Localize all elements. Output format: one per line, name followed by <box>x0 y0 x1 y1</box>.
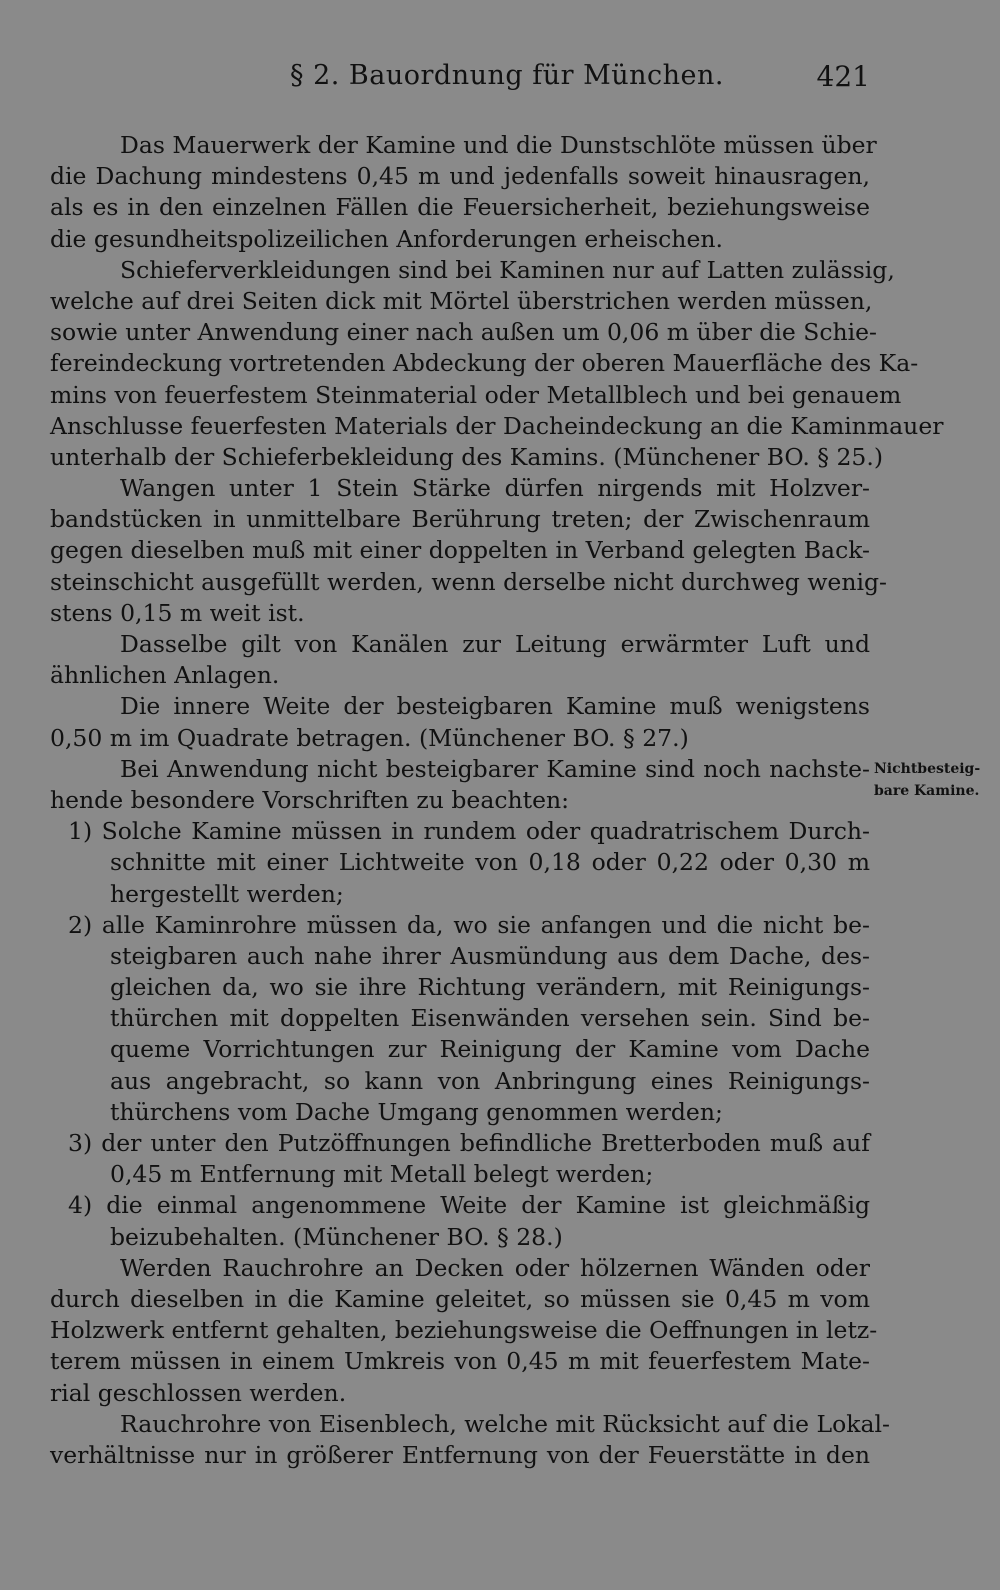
text-line: 0,50 m im Quadrate betragen. (Münchener BO. § 27.) <box>50 723 689 752</box>
text-line: Dasselbe gilt von Kanälen zur Leitung erwärmter Luft und <box>120 630 870 658</box>
text-line: ähnlichen Anlagen. <box>50 661 280 690</box>
text-line: Rauchrohre von Eisenblech, welche mit Rücksicht auf die Lokal- <box>120 1409 890 1438</box>
text-line: welche auf drei Seiten dick mit Mörtel überstrichen werden müssen, <box>50 286 873 315</box>
text-line: stens 0,15 m weit ist. <box>50 598 305 627</box>
text-line: die gesundheitspolizeilichen Anforderungen erheischen. <box>50 224 723 253</box>
text-line: rial geschlossen werden. <box>50 1378 347 1407</box>
margin-note-line: bare Kamine. <box>874 783 980 799</box>
text-line: Wangen unter 1 Stein Stärke dürfen nirgends mit Holzver- <box>120 474 870 503</box>
list-item: 2) alle Kaminrohre müssen da, wo sie anfangen und die nicht be- <box>68 910 870 939</box>
page-number: 421 <box>816 60 870 93</box>
text-line: hende besondere Vorschriften zu beachten: <box>50 785 570 814</box>
text-line: verhältnisse nur in größerer Entfernung von der Feuerstätte in den <box>50 1440 870 1469</box>
margin-note <box>874 758 994 802</box>
text-line: schnitte mit einer Lichtweite von 0,18 oder 0,22 oder 0,30 m <box>110 848 870 877</box>
text-line: steigbaren auch nahe ihrer Ausmündung aus dem Dache, des- <box>110 941 870 970</box>
text-line: bandstücken in unmittelbare Berührung treten; der Zwischenraum <box>50 505 870 534</box>
text-line: durch dieselben in die Kamine geleitet, so müssen sie 0,45 m vom <box>50 1284 870 1313</box>
text-line: thürchens vom Dache Umgang genommen werden; <box>110 1097 723 1126</box>
text-line: aus angebracht, so kann von Anbringung eines Reinigungs- <box>110 1066 870 1095</box>
text-line: thürchen mit doppelten Eisenwänden versehen sein. Sind be- <box>110 1004 870 1033</box>
text-line: beizubehalten. (Münchener BO. § 28.) <box>110 1222 563 1251</box>
text-line: queme Vorrichtungen zur Reinigung der Kamine vom Dache <box>110 1035 870 1064</box>
text-line: als es in den einzelnen Fällen die Feuersicherheit, beziehungsweise <box>50 193 870 222</box>
list-item: 1) Solche Kamine müssen in rundem oder quadratrischem Durch- <box>68 817 870 846</box>
text-line: steinschicht ausgefüllt werden, wenn derselbe nicht durchweg wenig- <box>50 567 887 596</box>
text-line: Die innere Weite der besteigbaren Kamine muß wenigstens <box>120 692 870 721</box>
list-item: 3) der unter den Putzöffnungen befindliche Bretterboden muß auf <box>68 1129 870 1157</box>
running-head: § 2. Bauordnung für München. <box>290 60 724 91</box>
text-line: unterhalb der Schieferbekleidung des Kamins. (Münchener BO. § 25.) <box>50 442 884 471</box>
list-item: 4) die einmal angenommene Weite der Kamine ist gleichmäßig <box>68 1191 870 1220</box>
text-line: gleichen da, wo sie ihre Richtung verändern, mit Reinigungs- <box>110 973 870 1002</box>
text-line: Anschlusse feuerfesten Materials der Dacheindeckung an die Kaminmauer <box>50 411 944 440</box>
page-header <box>50 60 870 100</box>
text-line: die Dachung mindestens 0,45 m und jedenfalls soweit hinausragen, <box>50 162 870 191</box>
text-line: Schieferverkleidungen sind bei Kaminen nur auf Latten zulässig, <box>120 255 895 284</box>
text-line: Holzwerk entfernt gehalten, beziehungsweise die Oeffnungen in letz- <box>50 1316 878 1345</box>
text-line: Werden Rauchrohre an Decken oder hölzernen Wänden oder <box>120 1253 870 1282</box>
text-line: fereindeckung vortretenden Abdeckung der oberen Mauerfläche des Ka- <box>50 349 919 378</box>
text-line: Das Mauerwerk der Kamine und die Dunstschlöte müssen über <box>120 131 877 159</box>
text-line: Bei Anwendung nicht besteigbarer Kamine sind noch nachste- <box>120 754 870 783</box>
text-line: 0,45 m Entfernung mit Metall belegt werden; <box>110 1160 654 1189</box>
text-line: sowie unter Anwendung einer nach außen um 0,06 m über die Schie- <box>50 318 877 347</box>
text-line: gegen dieselben muß mit einer doppelten in Verband gelegten Back- <box>50 536 870 565</box>
text-line: terem müssen in einem Umkreis von 0,45 m mit feuerfestem Mate- <box>50 1347 870 1376</box>
margin-note-line: Nichtbesteig- <box>874 761 981 777</box>
text-line: mins von feuerfestem Steinmaterial oder Metallblech und bei genauem <box>50 380 902 409</box>
text-line: hergestellt werden; <box>110 879 344 908</box>
